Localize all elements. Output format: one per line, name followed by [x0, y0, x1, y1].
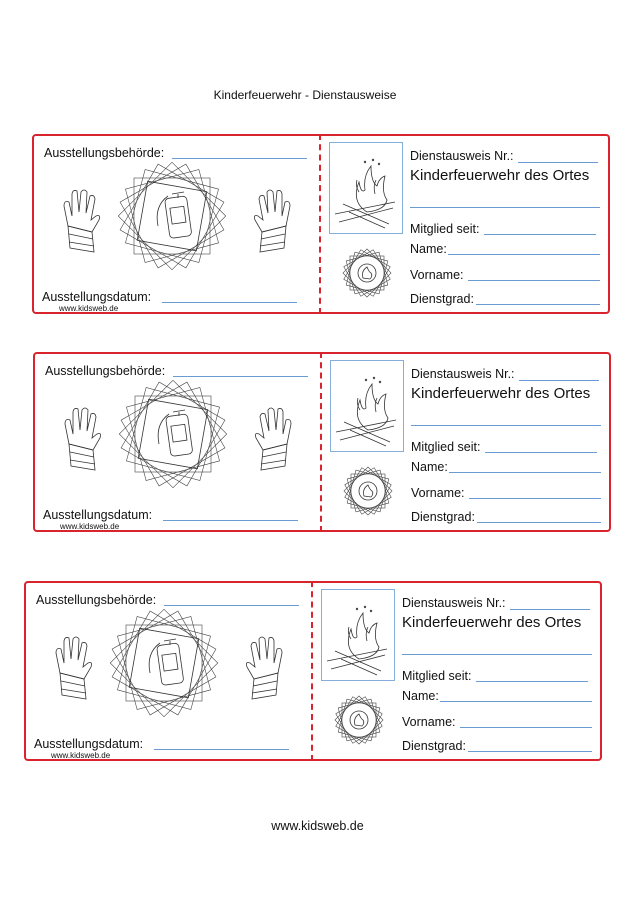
firstname-label: Vorname:: [411, 486, 465, 500]
id-number-field[interactable]: [519, 380, 599, 381]
firstname-label: Vorname:: [402, 715, 456, 729]
watermark: www.kidsweb.de: [51, 751, 111, 760]
campfire-icon: [330, 360, 404, 452]
name-field[interactable]: [449, 472, 601, 473]
org-name: Kinderfeuerwehr des Ortes: [402, 614, 582, 631]
issue-date-field[interactable]: [163, 520, 298, 521]
name-field[interactable]: [440, 701, 592, 702]
member-since-label: Mitglied seit:: [410, 222, 480, 236]
watermark: www.kidsweb.de: [60, 522, 120, 531]
card-fold-line: [311, 581, 313, 761]
name-label: Name:: [402, 689, 439, 703]
glove-icon: [60, 186, 102, 256]
issuer-label: Ausstellungsbehörde:: [45, 364, 166, 378]
member-since-label: Mitglied seit:: [402, 669, 472, 683]
fire-emblem-icon: [342, 248, 392, 298]
glove-icon: [252, 186, 294, 256]
fire-extinguisher-icon: [117, 156, 227, 276]
glove-icon: [52, 633, 94, 703]
card-fold-line: [320, 352, 322, 532]
campfire-icon: [329, 142, 403, 234]
issuer-label: Ausstellungsbehörde:: [36, 593, 157, 607]
page-title: Kinderfeuerwehr - Dienstausweise: [213, 88, 397, 102]
watermark: www.kidsweb.de: [59, 304, 119, 313]
name-field[interactable]: [448, 254, 600, 255]
id-number-field[interactable]: [518, 162, 598, 163]
id-number-field[interactable]: [510, 609, 590, 610]
member-since-field[interactable]: [476, 681, 588, 682]
org-name: Kinderfeuerwehr des Ortes: [411, 385, 591, 402]
member-since-field[interactable]: [485, 452, 597, 453]
fire-extinguisher-icon: [109, 603, 219, 723]
org-name-line[interactable]: [410, 207, 600, 208]
issue-date-field[interactable]: [154, 749, 289, 750]
org-name: Kinderfeuerwehr des Ortes: [410, 167, 590, 184]
issue-date-label: Ausstellungsdatum:: [42, 290, 152, 304]
issue-date-label: Ausstellungsdatum:: [34, 737, 144, 751]
issue-date-label: Ausstellungsdatum:: [43, 508, 153, 522]
glove-icon: [61, 404, 103, 474]
rank-field[interactable]: [468, 751, 592, 752]
fire-emblem-icon: [343, 466, 393, 516]
rank-label: Dienstgrad:: [402, 739, 466, 753]
member-since-field[interactable]: [484, 234, 596, 235]
id-card-2: [33, 352, 611, 530]
id-card-1: [32, 134, 610, 312]
org-name-line[interactable]: [411, 425, 601, 426]
glove-icon: [253, 404, 295, 474]
glove-icon: [244, 633, 286, 703]
name-label: Name:: [411, 460, 448, 474]
id-number-label: Dienstausweis Nr.:: [411, 367, 515, 381]
org-name-line[interactable]: [402, 654, 592, 655]
name-label: Name:: [410, 242, 447, 256]
campfire-icon: [321, 589, 395, 681]
id-number-label: Dienstausweis Nr.:: [402, 596, 506, 610]
rank-label: Dienstgrad:: [410, 292, 474, 306]
fire-emblem-icon: [334, 695, 384, 745]
id-number-label: Dienstausweis Nr.:: [410, 149, 514, 163]
member-since-label: Mitglied seit:: [411, 440, 481, 454]
footer-url: www.kidsweb.de: [271, 819, 364, 833]
firstname-field[interactable]: [469, 498, 601, 499]
rank-field[interactable]: [476, 304, 600, 305]
issuer-label: Ausstellungsbehörde:: [44, 146, 165, 160]
issue-date-field[interactable]: [162, 302, 297, 303]
firstname-field[interactable]: [460, 727, 592, 728]
firstname-label: Vorname:: [410, 268, 464, 282]
id-card-3: [24, 581, 602, 759]
card-fold-line: [319, 134, 321, 314]
rank-field[interactable]: [477, 522, 601, 523]
rank-label: Dienstgrad:: [411, 510, 475, 524]
fire-extinguisher-icon: [118, 374, 228, 494]
firstname-field[interactable]: [468, 280, 600, 281]
